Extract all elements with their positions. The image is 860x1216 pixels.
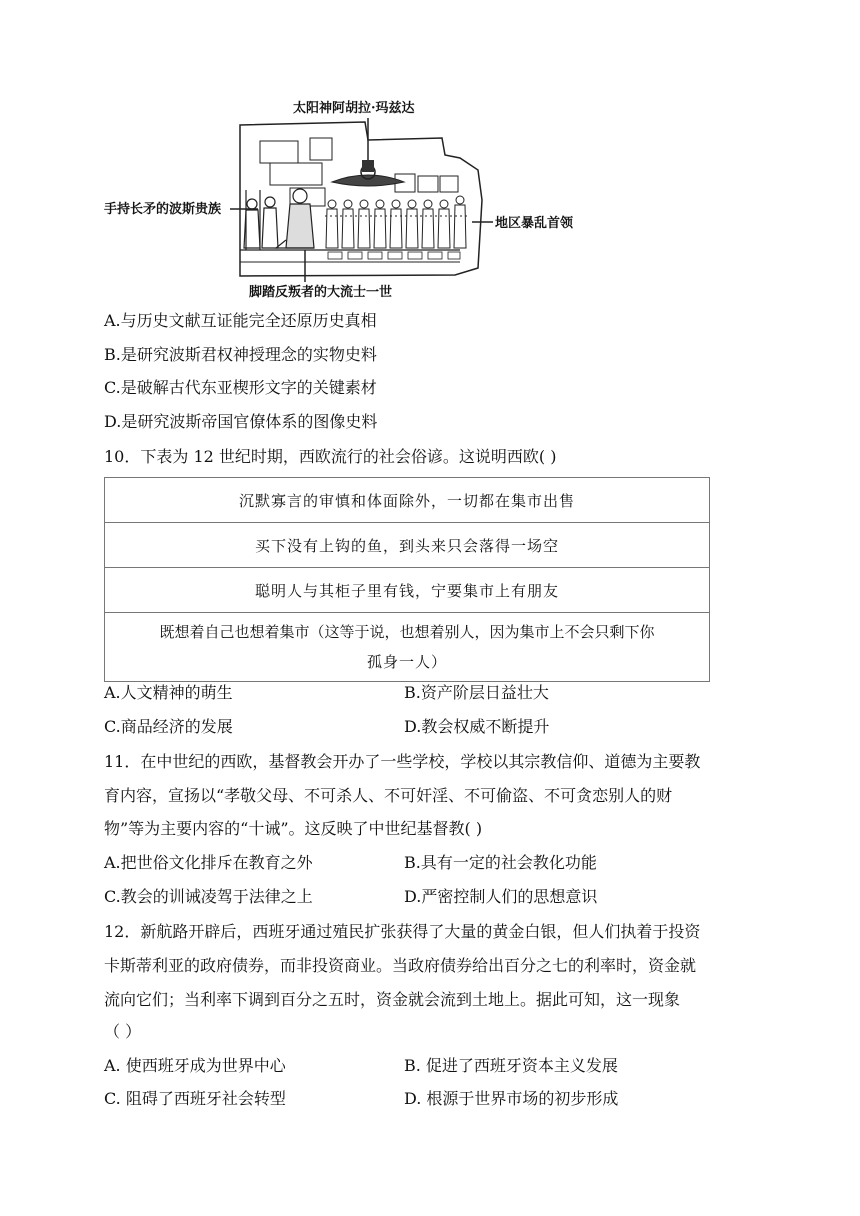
relief-drawing — [100, 100, 600, 300]
label-darius: 脚踏反叛者的大流士一世 — [249, 285, 393, 300]
q10-option-d: D.教会权威不断提升 — [404, 717, 550, 736]
q11-option-d: D.严密控制人们的思想意识 — [404, 887, 598, 906]
table-row: 沉默寡言的审慎和体面除外，一切都在集市出售 — [105, 478, 710, 523]
table-row: 聪明人与其柜子里有钱，宁要集市上有朋友 — [105, 568, 710, 613]
q11-stem-line-3: 物”等为主要内容的“十诫”。这反映了中世纪基督教( ) — [104, 819, 483, 838]
label-persian-noble: 手持长矛的波斯贵族 — [104, 202, 222, 217]
q12-option-d: D. 根源于世界市场的初步形成 — [404, 1089, 619, 1108]
q11-stem-line-1: 11．在中世纪的西欧，基督教会开办了一些学校，学校以其宗教信仰、道德为主要教 — [104, 752, 701, 771]
q10-option-a: A.人文精神的萌生 — [104, 683, 233, 702]
q12-stem-line-4: （ ） — [104, 1022, 142, 1041]
proverb-table — [104, 477, 710, 682]
table-row-line-2: 孤身一人） — [366, 653, 447, 671]
q12-stem-line-1: 12．新航路开辟后，西班牙通过殖民扩张获得了大量的黄金白银，但人们执着于投资 — [104, 922, 701, 941]
q10-option-c: C.商品经济的发展 — [104, 717, 233, 736]
q11-option-c: C.教会的训诫凌驾于法律之上 — [104, 887, 313, 906]
table-row-line-1: 既想着自己也想着集市（这等于说，也想着别人，因为集市上不会只剩下你 — [159, 623, 655, 641]
table-row: 买下没有上钩的鱼，到头来只会落得一场空 — [105, 523, 710, 568]
q11-option-a: A.把世俗文化排斥在教育之外 — [104, 853, 313, 872]
q9-option-c: C.是破解古代东亚楔形文字的关键素材 — [104, 378, 377, 397]
q9-option-a: A.与历史文献互证能完全还原历史真相 — [104, 311, 377, 330]
q12-option-a: A. 使西班牙成为世界中心 — [104, 1056, 286, 1075]
label-rebel-leaders: 地区暴乱首领 — [495, 216, 574, 231]
q11-option-b: B.具有一定的社会教化功能 — [404, 853, 597, 872]
q10-option-b: B.资产阶层日益壮大 — [404, 683, 549, 702]
q12-option-b: B. 促进了西班牙资本主义发展 — [404, 1056, 618, 1075]
q10-stem: 10．下表为 12 世纪时期，西欧流行的社会俗谚。这说明西欧( ) — [104, 447, 557, 466]
q12-stem-line-2: 卡斯蒂利亚的政府债券，而非投资商业。当政府债券给出百分之七的利率时，资金就 — [104, 956, 697, 975]
table-row — [105, 613, 710, 682]
q12-option-c: C. 阻碍了西班牙社会转型 — [104, 1089, 286, 1108]
q11-stem-line-2: 育内容，宣扬以“孝敬父母、不可杀人、不可奸淫、不可偷盗、不可贪恋别人的财 — [104, 786, 673, 805]
q9-option-b: B.是研究波斯君权神授理念的实物史料 — [104, 345, 377, 364]
label-ahura-mazda: 太阳神阿胡拉·玛兹达 — [293, 101, 415, 116]
q9-option-d: D.是研究波斯帝国官僚体系的图像史料 — [104, 412, 378, 431]
q12-stem-line-3: 流向它们；当利率下调到百分之五时，资金就会流到土地上。据此可知，这一现象 — [104, 990, 681, 1009]
